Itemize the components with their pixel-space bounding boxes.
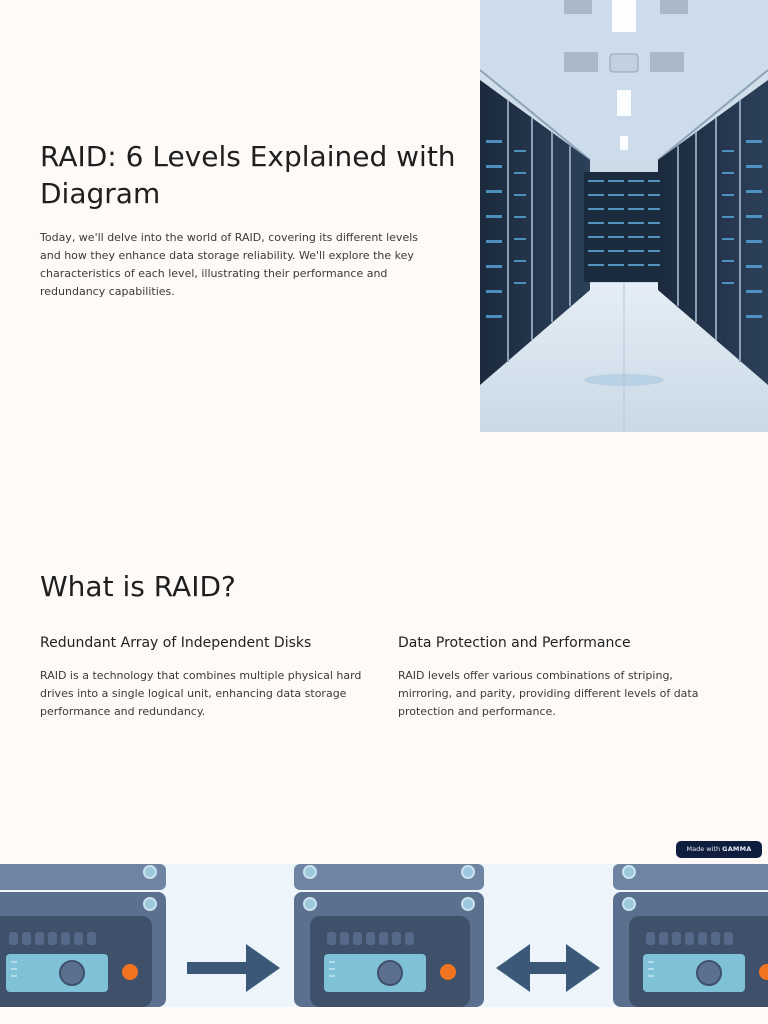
- page-title: RAID: 6 Levels Explained with Diagram: [40, 140, 456, 210]
- server-disk-icon: [0, 864, 166, 1007]
- server-disk-icon: [294, 864, 484, 1007]
- badge-prefix: Made with: [686, 845, 721, 853]
- badge-brand: GAMMA: [722, 845, 752, 853]
- column-heading-right: Data Protection and Performance: [398, 635, 631, 651]
- raid-diagram-banner: [0, 864, 768, 1007]
- column-text-right: RAID levels offer various combinations of striping, mirroring, and parity, providing different levels of data protection and performance.: [398, 669, 699, 718]
- server-room-corridor-image: [480, 0, 768, 432]
- section-title: What is RAID?: [40, 570, 236, 603]
- hero-description: Today, we'll delve into the world of RAID, covering its different levels and how they enhance data storage reliability. We'll explore the key characteristics of each level, illustrating their performance and redundancy capabilities.: [40, 231, 418, 298]
- column-heading-left: Redundant Array of Independent Disks: [40, 635, 312, 651]
- server-disk-icon: [613, 864, 768, 1007]
- column-text-left: RAID is a technology that combines multiple physical hard drives into a single logical unit, enhancing data storage performance and redundancy.: [40, 669, 362, 718]
- made-with-gamma-badge[interactable]: [676, 841, 762, 858]
